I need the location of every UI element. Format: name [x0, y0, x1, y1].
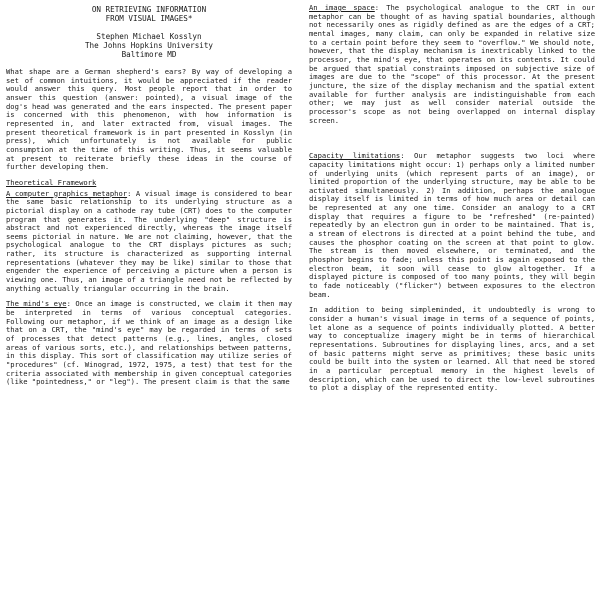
capacity-limitations-paragraph [309, 152, 595, 299]
title-line-1: ON RETRIEVING INFORMATION [91, 5, 207, 14]
minds-eye-lead: The mind's eye [6, 299, 67, 309]
capacity-limitations-lead: Capacity limitations [309, 151, 401, 161]
capacity-limitations-body: : Our metaphor suggests two loci where capacity limitations might occur: 1) perhaps only a limited number of underlying units (which represent parts of an image), or limited proportion of the underlying structure, may be able to be activated simultaneously. 2) In addition, perhaps the analogue display itself is limited in terms of how much area or detail can be represented at any one time. Consider an analogy to a CRT display that requires a figure to be "refreshed" (re-painted) repeatedly by an electron gun in order to be maintained. That is, a stream of electrons is directed at a point behind the tube, and causes the phosphor coating on the screen at that point to glow. The stream is then moved elsewhere, or terminated, and the phosphor begins to fade; unless this point is again exposed to the electron beam, it soon will cease to glow altogether. If a displayed picture is composed of too many points, they will begin to fade noticeably ("flicker") between exposures to the electron beam. [309, 151, 595, 299]
image-space-lead: An image space [309, 3, 375, 12]
title-line-2: FROM VISUAL IMAGES* [105, 14, 193, 23]
image-space-body: : The psychological analogue to the CRT in our metaphor can be thought of as having spatial boundaries, although not necessarily ones as rigidly defined as are the edges of a CRT; mental images, many claim, can only be expanded in relative size to a certain point before they seem to "overflow." We should note, however, that the display mechanism is inextricably linked to the processor, the mind's eye, that operates on its contents. It could be argued that spatial constraints imposed on subjective size of images are due to the "scope" of this processor. At the present juncture, the size of the display mechanism and the spatial extent available for further analysis are indistinguishable from each other; we may just as well consider material outside the processor's scope as not being overlapped on internal display screen. [309, 3, 595, 125]
image-space-paragraph [309, 4, 595, 125]
section-heading: Theoretical Framework [6, 177, 97, 187]
left-column [6, 5, 292, 394]
computer-graphics-paragraph [6, 190, 292, 294]
author-affiliation: The Johns Hopkins University [84, 41, 213, 50]
hierarchical-paragraph: In addition to being simpleminded, it undoubtedly is wrong to consider a human's visual image in terms of a sequence of points, let alone as a sequence of points individually plotted. A better way to conceptualize imagery might be in terms of hierarchical representations. Subroutines for displaying lines, arcs, and a set of basic patterns might serve as primitives; these basic units could be built into the system or learned. All that need be stored in a particular perceptual memory in the highest levels of description, which can be used to direct the low-level subroutines to plot a display of the represented entity. [309, 305, 595, 393]
author-name: Stephen Michael Kosslyn [96, 32, 202, 41]
computer-graphics-body: : A visual image is considered to bear the same basic relationship to its underlying structure as a pictorial display on a cathode ray tube (CRT) does to the computer program that generates it. The underlying "deep" structure is abstract and not experienced directly, whereas the image itself seems pictorial in nature. We are not claiming, however, that the psychological analogue to the CRT displays pictures as such; rather, its structure is characterized as supporting internal representations (whatever they may be like) similar to those that engender the experience of perceiving a picture when a person is viewing one. Thus, an image of a triangle need not be reflected by anything actually triangular occurring in the brain. [6, 188, 293, 293]
intro-paragraph: What shape are a German shepherd's ears? By way of developing a set of common intuitions, it would be appreciated if the reader would answer this query. Most people report that in order to answer this question (answer: pointed), a visual image of the dog's head was generated and the ears inspected. The present paper is concerned with this phenomenon, with how information is represented in, and later extracted from, visual images. The present theoretical framework is in part presented in Kosslyn (in press), which unfortunately is not available for public consumption at the time of this writing. Thus, it seems valuable at present to reiterate briefly these ideas in the course of further developing them. [6, 67, 292, 172]
minds-eye-paragraph [6, 300, 292, 387]
minds-eye-body: : Once an image is constructed, we claim it then may be interpreted in terms of various conceptual categories. Following our metaphor, if we think of an image as a design like that on a CRT, the "mind's eye" may be regarded in terms of sets of processes that detect patterns (e.g., lines, angles, closed areas of various sorts, etc.), and relationships between patterns, in this display. This sort of classification may utilize series of "procedures" (cf. Winograd, 1972, 1975, a test) that test for the criteria associated with membership in given conceptual categories (like "pointedness," or "leg"). The present claim is that the same [6, 299, 292, 387]
title-block [6, 5, 292, 59]
author-city: Baltimore MD [121, 50, 177, 59]
computer-graphics-lead: A computer graphics metaphor [6, 188, 128, 198]
right-column [309, 4, 595, 400]
